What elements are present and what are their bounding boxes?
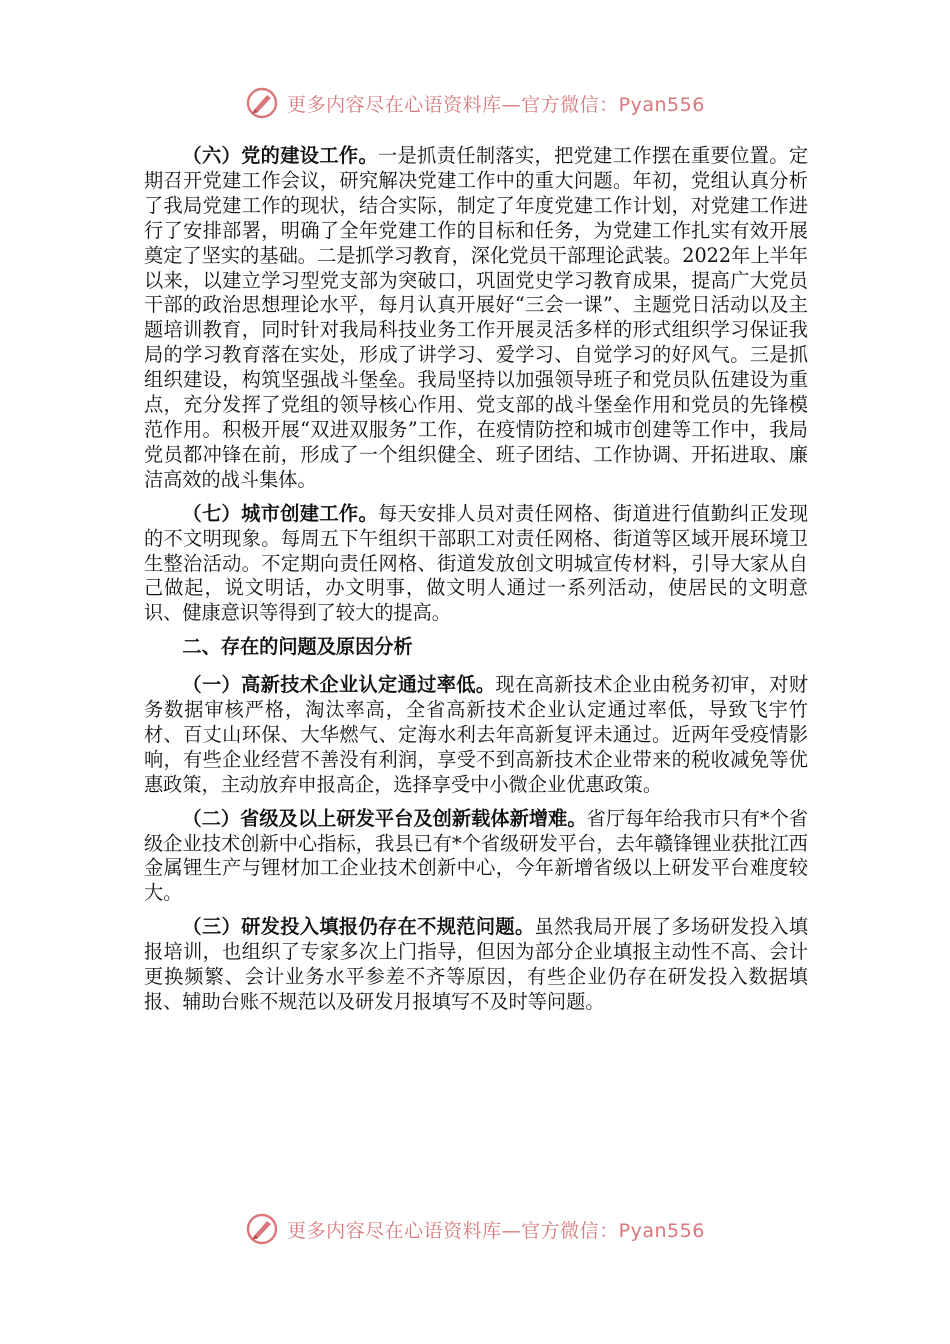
section-party-building — [144, 144, 808, 493]
pen-seal-logo-icon — [245, 86, 279, 120]
pen-seal-logo-icon — [245, 1212, 279, 1246]
section-heading-problems: 二、存在的问题及原因分析 — [182, 635, 413, 659]
section-body: 现在高新技术企业由税务初审，对财务数据审核严格，淘汰率高，全省高新技术企业认定通过率低，导致飞宇竹材、百丈山环保、大华燃气、定海水利去年高新复评未通过。近两年受疫情影响，有些企业经营不善没有利润，享受不到高新技术企业带来的税收减免等优惠政策，主动放弃申报高企，选择享受中小微企业优惠政策。 — [144, 673, 809, 796]
section-lead: （七）城市创建工作。 — [182, 501, 379, 525]
problem-high-tech-approval — [144, 673, 808, 798]
problem-rd-reporting — [144, 915, 808, 1015]
section-lead: （二）省级及以上研发平台及创新载体新增难。 — [182, 806, 587, 830]
header-watermark — [0, 86, 950, 120]
problem-rd-platform — [144, 807, 808, 907]
section-lead: （一）高新技术企业认定通过率低。 — [182, 673, 496, 697]
document-body — [144, 144, 808, 1024]
section-body: 省厅每年给我市只有*个省级企业技术创新中心指标，我县已有*个省级研发平台，去年赣锋锂业获批江西金属锂生产与锂材加工企业技术创新中心，今年新增省级以上研发平台难度较大。 — [144, 806, 809, 905]
section-lead: （六）党的建设工作。 — [182, 144, 379, 167]
section-body: 一是抓责任制落实，把党建工作摆在重要位置。定期召开党建工作会议，研究解决党建工作中的重大问题。年初，党组认真分析了我局党建工作的现状，结合实际，制定了年度党建工作计划，对党建工作进行了安排部署，明确了全年党建工作的目标和任务，为党建工作扎实有效开展奠定了坚实的基础。二是抓学习教育，深化党员干部理论武装。2022年上半年以来，以建立学习型党支部为突破口，巩固党史学习教育成果，提高广大党员干部的政治思想理论水平，每月认真开展好“三会一课”、主题党日活动以及主题培训教育，同时针对我局科技业务工作开展灵活多样的形式组织学习保证我局的学习教育落在实处，形成了讲学习、爱学习、自觉学习的好风气。三是抓组织建设，构筑坚强战斗堡垒。我局坚持以加强领导班子和党员队伍建设为重点，充分发挥了党组的领导核心作用、党支部的战斗堡垒作用和党员的先锋模范作用。积极开展“双进双服务”工作，在疫情防控和城市创建等工作中，我局党员都冲锋在前，形成了一个组织健全、班子团结、工作协调、开拓进取、廉洁高效的战斗集体。 — [144, 144, 809, 491]
watermark-text: 更多内容尽在心语资料库—官方微信：Pyan556 — [287, 1219, 705, 1242]
footer-watermark — [0, 1212, 950, 1246]
watermark-text: 更多内容尽在心语资料库—官方微信：Pyan556 — [287, 93, 705, 116]
section-body: 虽然我局开展了多场研发投入填报培训，也组织了专家多次上门指导，但因为部分企业填报主动性不高、会计更换频繁、会计业务水平参差不齐等原因，有些企业仍存在研发投入数据填报、辅助台账不规范以及研发月报填写不及时等问题。 — [144, 915, 809, 1013]
section-city-creation — [144, 502, 808, 627]
section-body: 每天安排人员对责任网格、街道进行值勤纠正发现的不文明现象。每周五下午组织干部职工对责任网格、街道等区域开展环境卫生整治活动。不定期向责任网格、街道发放创文明城宣传材料，引导大家从自己做起，说文明话，办文明事，做文明人通过一系列活动，使居民的文明意识、健康意识等得到了较大的提高。 — [144, 501, 809, 625]
section-lead: （三）研发投入填报仍存在不规范问题。 — [182, 915, 535, 939]
